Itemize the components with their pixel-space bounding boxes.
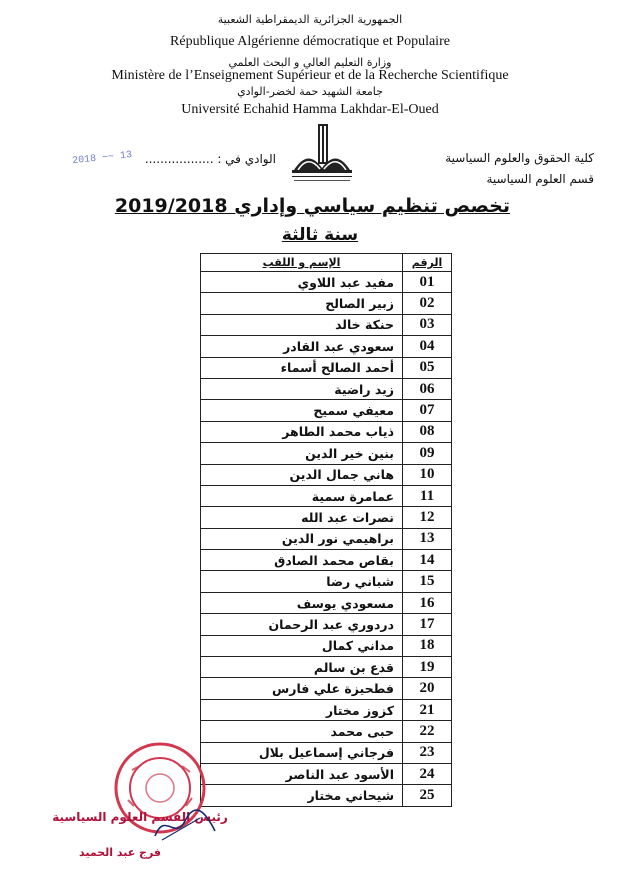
students-table — [200, 253, 452, 807]
student-name: بقاص محمد الصادق — [201, 550, 403, 571]
row-number: 02 — [403, 293, 452, 314]
table-row — [201, 443, 452, 464]
row-number: 16 — [403, 592, 452, 613]
table-row — [201, 421, 452, 442]
table-row — [201, 678, 452, 699]
table-row — [201, 592, 452, 613]
table-row — [201, 507, 452, 528]
row-number: 08 — [403, 421, 452, 442]
student-name: زيد راضية — [201, 378, 403, 399]
row-number: 07 — [403, 400, 452, 421]
student-name: شباني رضا — [201, 571, 403, 592]
student-name: نصرات عبد الله — [201, 507, 403, 528]
table-row — [201, 400, 452, 421]
student-name: مسعودي يوسف — [201, 592, 403, 613]
row-number: 22 — [403, 721, 452, 742]
student-name: ذياب محمد الطاهر — [201, 421, 403, 442]
table-row — [201, 699, 452, 720]
table-row — [201, 657, 452, 678]
table-row — [201, 293, 452, 314]
student-name: حنكة خالد — [201, 314, 403, 335]
header-fr-ministry: Ministère de l’Enseignement Supérieur et de la Recherche Scientifique — [111, 68, 509, 83]
row-number: 04 — [403, 336, 452, 357]
student-name: معيفي سميح — [201, 400, 403, 421]
student-name: دردوري عبد الرحمان — [201, 614, 403, 635]
date-stamp: 2018 ~~ 13 — [71, 150, 133, 168]
student-name: مداني كمال — [201, 635, 403, 656]
student-name: بنين خير الدين — [201, 443, 403, 464]
row-number: 12 — [403, 507, 452, 528]
student-name: شيحاني مختار — [201, 785, 403, 806]
table-row — [201, 378, 452, 399]
column-header-num: الرقم — [403, 254, 452, 272]
student-name: براهيمي نور الدين — [201, 528, 403, 549]
student-name: كزوز مختار — [201, 699, 403, 720]
signature-title-department: العلوم السياسية — [52, 810, 148, 824]
table-row — [201, 614, 452, 635]
row-number: 10 — [403, 464, 452, 485]
student-name: عمامرة سمية — [201, 485, 403, 506]
student-name: الأسود عبد الناصر — [201, 763, 403, 784]
header-fr-republic: République Algérienne démocratique et Populaire — [170, 34, 450, 49]
row-number: 09 — [403, 443, 452, 464]
row-number: 05 — [403, 357, 452, 378]
handwritten-signature — [150, 806, 220, 846]
row-number: 23 — [403, 742, 452, 763]
row-number: 03 — [403, 314, 452, 335]
row-number: 21 — [403, 699, 452, 720]
row-number: 17 — [403, 614, 452, 635]
table-row — [201, 357, 452, 378]
row-number: 18 — [403, 635, 452, 656]
table-row — [201, 528, 452, 549]
row-number: 15 — [403, 571, 452, 592]
table-row — [201, 464, 452, 485]
student-name: فطحيزة علي فارس — [201, 678, 403, 699]
signature-title-label: رئيس القسم — [151, 810, 228, 824]
table-row — [201, 785, 452, 806]
department-name: قسم العلوم السياسية — [486, 172, 594, 186]
student-name: هاني جمال الدين — [201, 464, 403, 485]
row-number: 06 — [403, 378, 452, 399]
table-header-row — [201, 254, 452, 272]
table-row — [201, 314, 452, 335]
student-name: مفيد عبد اللاوي — [201, 272, 403, 293]
table-row — [201, 550, 452, 571]
table-row — [201, 272, 452, 293]
document-subtitle: سنة ثالثة — [281, 225, 359, 245]
row-number: 14 — [403, 550, 452, 571]
header-ar-ministry: وزارة التعليم العالي و البحث العلمي — [228, 56, 392, 69]
students-table-body — [201, 272, 452, 807]
table-row — [201, 721, 452, 742]
table-row — [201, 635, 452, 656]
table-row — [201, 336, 452, 357]
date-line: الوادي في : .................. — [144, 152, 276, 166]
row-number: 24 — [403, 763, 452, 784]
header-fr-university: Université Echahid Hamma Lakhdar-El-Oued — [181, 102, 439, 117]
student-name: فرجاني إسماعيل بلال — [201, 742, 403, 763]
table-row — [201, 763, 452, 784]
table-row — [201, 571, 452, 592]
student-name: أحمد الصالح أسماء — [201, 357, 403, 378]
document-title: تخصص تنظيم سياسي وإداري 2019/2018 — [114, 195, 510, 217]
column-header-name: الإسم و اللقب — [201, 254, 403, 272]
header-ar-university: جامعة الشهيد حمة لخضر-الوادي — [237, 85, 383, 98]
row-number: 13 — [403, 528, 452, 549]
signature-name: فرج عبد الحميد — [78, 846, 162, 859]
student-name: سعودي عبد القادر — [201, 336, 403, 357]
row-number: 11 — [403, 485, 452, 506]
student-name: زبير الصالح — [201, 293, 403, 314]
faculty-name: كلية الحقوق والعلوم السياسية — [445, 151, 594, 165]
table-row — [201, 485, 452, 506]
header-ar-republic: الجمهورية الجزائرية الديمقراطية الشعبية — [217, 13, 403, 26]
row-number: 20 — [403, 678, 452, 699]
student-name: قدع بن سالم — [201, 657, 403, 678]
student-name: حبى محمد — [201, 721, 403, 742]
university-logo — [284, 120, 358, 192]
table-row — [201, 742, 452, 763]
row-number: 19 — [403, 657, 452, 678]
row-number: 25 — [403, 785, 452, 806]
row-number: 01 — [403, 272, 452, 293]
